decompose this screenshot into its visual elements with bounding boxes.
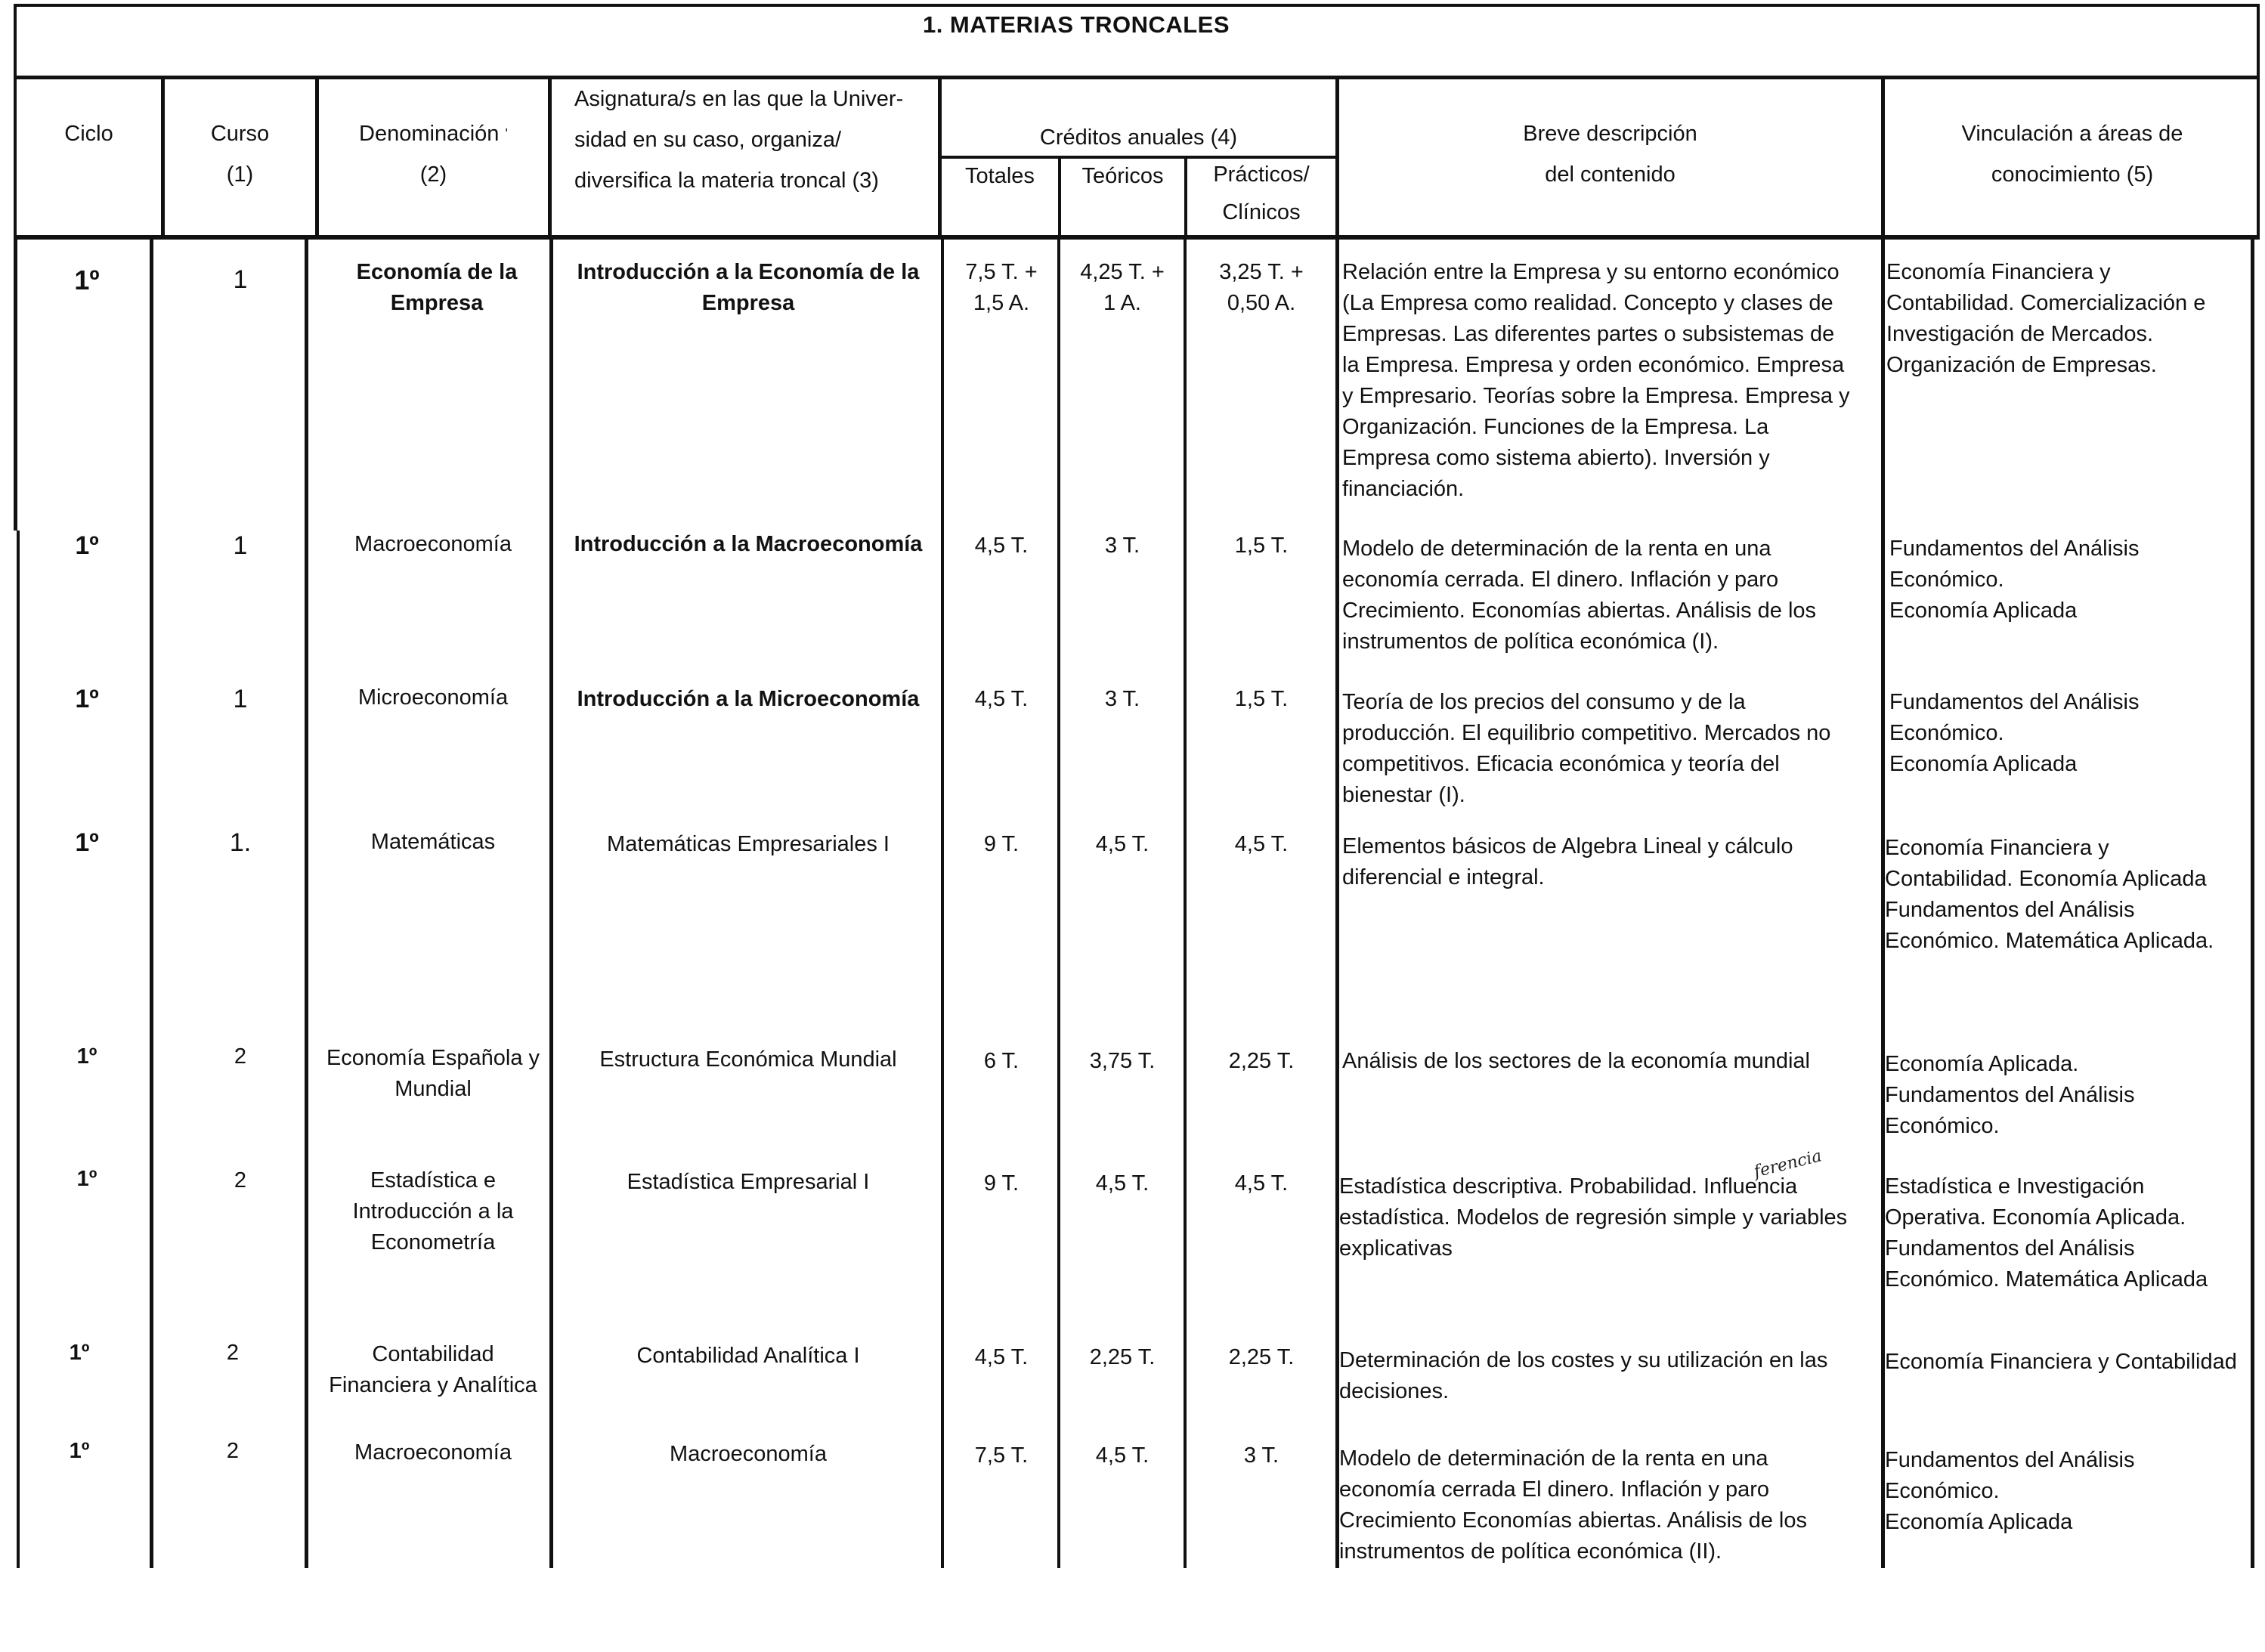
row1-vinculacion: Economía Financiera y Contabilidad. Comercialización e Investigación de Mercados. Organización de Empresas. <box>1886 260 2206 377</box>
handwritten-correction: ferencia <box>1752 1146 1824 1182</box>
row2-ciclo: 1º <box>75 531 99 560</box>
row5-asignatura: Estructura Económica Mundial <box>599 1047 897 1072</box>
row5-descripcion: Análisis de los sectores de la economía mundial <box>1342 1049 1810 1073</box>
row2-vinculacion: Fundamentos del Análisis Económico. Economía Aplicada <box>1889 537 2140 623</box>
header-ciclo: Ciclo <box>64 122 113 146</box>
header-descripcion: Breve descripción del contenido <box>1523 122 1697 187</box>
header-denominacion: Denominación ' (2) <box>359 122 508 187</box>
row6-ciclo: 1º <box>76 1167 97 1191</box>
header-totales: Totales <box>965 164 1035 188</box>
row3-vinculacion: Fundamentos del Análisis Económico. Economía Aplicada <box>1889 690 2140 776</box>
row4-totales: 9 T. <box>983 832 1020 856</box>
row1-ciclo: 1º <box>74 265 100 295</box>
row4-descripcion: Elementos básicos de Algebra Lineal y cálculo diferencial e integral. <box>1342 834 1793 889</box>
body-divider <box>1184 240 1187 1568</box>
row3-teoricos: 3 T. <box>1104 687 1140 711</box>
row1-practicos: 3,25 T. + 0,50 A. <box>1219 260 1304 315</box>
row6-practicos: 4,5 T. <box>1234 1171 1289 1196</box>
row4-ciclo: 1º <box>75 828 99 857</box>
header-curso: Curso (1) <box>210 122 270 187</box>
row7-curso: 2 <box>226 1341 240 1365</box>
body-divider <box>150 240 153 1568</box>
row5-teoricos: 3,75 T. <box>1089 1049 1156 1073</box>
body-left-border <box>14 240 17 531</box>
header-vinculacion: Vinculación a áreas de conocimiento (5) <box>1961 122 2183 187</box>
row4-teoricos: 4,5 T. <box>1095 832 1150 856</box>
row7-descripcion: Determinación de los costes y su utilización en las decisiones. <box>1339 1348 1828 1403</box>
row8-ciclo: 1º <box>69 1439 90 1463</box>
row8-denominacion: Macroeconomía <box>354 1440 512 1465</box>
row8-teoricos: 4,5 T. <box>1095 1443 1150 1468</box>
row5-totales: 6 T. <box>983 1049 1020 1073</box>
row4-practicos: 4,5 T. <box>1234 832 1289 856</box>
row7-teoricos: 2,25 T. <box>1089 1345 1156 1369</box>
header-teoricos: Teóricos <box>1081 164 1164 188</box>
row5-vinculacion: Economía Aplicada. Fundamentos del Análisis Económico. <box>1885 1052 2135 1138</box>
header-practicos: Prácticos/ Clínicos <box>1213 162 1310 224</box>
row4-denominacion: Matemáticas <box>370 830 496 854</box>
page-title: 1. MATERIAS TRONCALES <box>922 11 1230 38</box>
row3-descripcion: Teoría de los precios del consumo y de la producción. El equilibrio competitivo. Mercados no competitivos. Eficacia económica y teoría del bienestar (I). <box>1342 690 1831 807</box>
row3-denominacion: Microeconomía <box>357 685 509 710</box>
row4-asignatura: Matemáticas Empresariales I <box>607 832 890 856</box>
row2-asignatura: Introducción a la Macroeconomía <box>574 532 923 556</box>
row4-vinculacion: Economía Financiera y Contabilidad. Economía Aplicada Fundamentos del Análisis Económico. Matemática Aplicada. <box>1885 836 2214 953</box>
row3-practicos: 1,5 T. <box>1234 687 1289 711</box>
body-left-border <box>17 531 20 1568</box>
row7-denominacion: Contabilidad Financiera y Analítica <box>329 1342 537 1397</box>
row5-curso: 2 <box>234 1044 247 1069</box>
row7-totales: 4,5 T. <box>974 1345 1029 1369</box>
row7-practicos: 2,25 T. <box>1228 1345 1295 1369</box>
row8-asignatura: Macroeconomía <box>670 1442 827 1466</box>
row5-practicos: 2,25 T. <box>1228 1049 1295 1073</box>
row6-totales: 9 T. <box>983 1171 1020 1196</box>
row3-totales: 4,5 T. <box>974 687 1029 711</box>
row2-denominacion: Macroeconomía <box>354 532 512 556</box>
row1-descripcion: Relación entre la Empresa y su entorno económico (La Empresa como realidad. Concepto y clases de Empresas. Las diferentes partes o subsistemas de la Empresa. Empresa y orden económico. Empresa y Empresario. Teorías sobre la Empresa. Empresa y Organización. Funciones de la Empresa. La Empresa como sistema abierto). Inversión y financiación. <box>1342 260 1850 501</box>
row8-practicos: 3 T. <box>1243 1443 1279 1468</box>
title-box <box>14 4 2260 79</box>
row4-curso: 1. <box>229 828 252 857</box>
row8-totales: 7,5 T. <box>974 1443 1029 1468</box>
row6-curso: 2 <box>234 1168 247 1193</box>
row8-vinculacion: Fundamentos del Análisis Económico. Economía Aplicada <box>1885 1448 2135 1534</box>
row3-curso: 1 <box>233 685 248 713</box>
row2-totales: 4,5 T. <box>974 534 1029 558</box>
row7-asignatura: Contabilidad Analítica I <box>636 1344 860 1368</box>
row1-curso: 1 <box>233 265 248 294</box>
row5-ciclo: 1º <box>76 1044 97 1069</box>
row8-curso: 2 <box>226 1439 240 1463</box>
row5-denominacion: Economía Española y Mundial <box>326 1046 540 1101</box>
row8-descripcion: Modelo de determinación de la renta en una economía cerrada El dinero. Inflación y paro Crecimiento Economías abiertas. Análisis de los instrumentos de política económica (II). <box>1339 1446 1807 1564</box>
row1-teoricos: 4,25 T. + 1 A. <box>1080 260 1165 315</box>
header-divider <box>548 79 552 240</box>
row6-asignatura: Estadística Empresarial I <box>627 1170 870 1194</box>
row6-teoricos: 4,5 T. <box>1095 1171 1150 1196</box>
row6-vinculacion: Estadística e Investigación Operativa. Economía Aplicada. Fundamentos del Análisis Económico. Matemática Aplicada <box>1885 1174 2208 1292</box>
row2-practicos: 1,5 T. <box>1234 534 1289 558</box>
row7-vinculacion: Economía Financiera y Contabilidad <box>1885 1350 2237 1374</box>
header-creditos: Créditos anuales (4) <box>1039 125 1238 150</box>
row6-denominacion: Estadística e Introducción a la Econometría <box>352 1168 514 1254</box>
row2-teoricos: 3 T. <box>1104 534 1140 558</box>
row3-ciclo: 1º <box>75 685 99 713</box>
header-asignaturas: Asignatura/s en las que la Univer- sidad en su caso, organiza/ diversifica la materia troncal (3) <box>574 87 904 193</box>
row6-descripcion: Estadística descriptiva. Probabilidad. Influencia estadística. Modelos de regresión simple y variables explicativas <box>1339 1174 1848 1261</box>
body-divider <box>941 240 944 1568</box>
row2-descripcion: Modelo de determinación de la renta en una economía cerrada. El dinero. Inflación y paro Crecimiento. Economías abiertas. Análisis de los instrumentos de política económica (I). <box>1342 537 1817 654</box>
row1-totales: 7,5 T. + 1,5 A. <box>965 260 1038 315</box>
row1-asignatura: Introducción a la Economía de la Empresa <box>577 260 920 315</box>
row3-asignatura: Introducción a la Microeconomía <box>577 687 920 711</box>
header-mark: ' <box>505 126 508 141</box>
row1-denominacion: Economía de la Empresa <box>356 260 518 315</box>
row2-curso: 1 <box>233 531 248 560</box>
row7-ciclo: 1º <box>69 1341 90 1365</box>
